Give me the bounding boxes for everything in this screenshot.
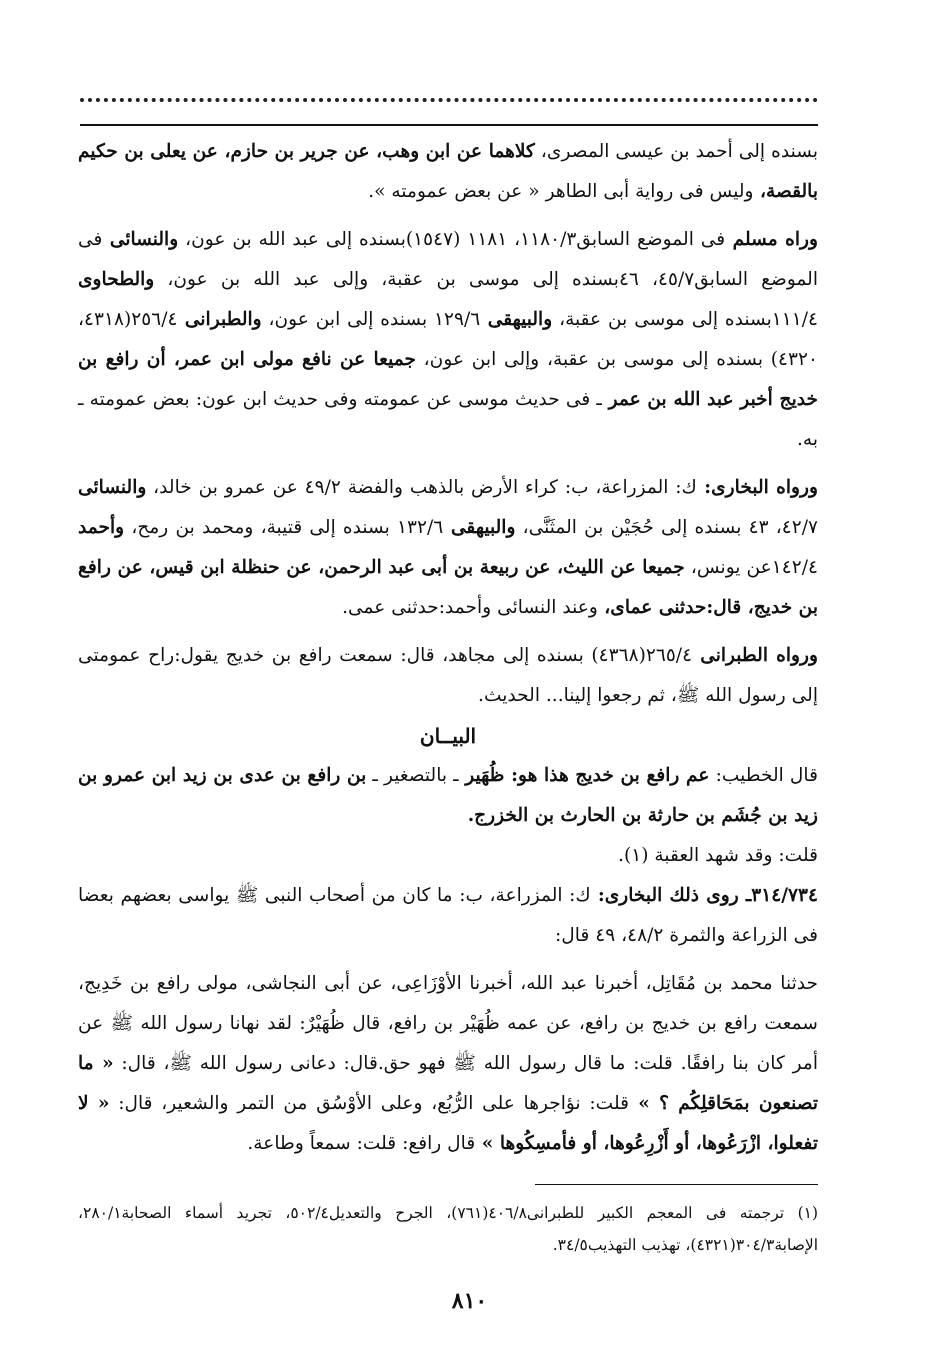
hadith-text [78,964,818,1164]
text-run: ١٤٢/٤عن يونس، [684,557,818,578]
text-run: والبيهقى [443,517,516,538]
text-run: ١٢٩/٦ بسنده إلى ابن عون، [261,309,481,330]
text-run: وراه مسلم [725,229,819,250]
paragraph-isnad-summary [78,132,818,212]
text-run: ٢٥٦/٤(٤٣١٨، ٤٣٢٠) بسنده إلى موسى بن عقبة، وإلى ابن عون، [78,309,818,370]
footnote-1: (١) ترجمته فى المعجم الكبير للطبرانى٤٠٦/٨(٧٦١)، الجرح والتعديل٥٠٢/٤، تجريد أسماء الصحابة٢٨٠/١، الإصابة٣٠٤/٣(٤٣٢١)، تهذيب التهذيب٣٤/٥. [78,1204,819,1254]
text-run: حدثنا محمد بن مُقَاتِل، أخبرنا عبد الله، أخبرنا الأوْزَاعِى، عن أبى النجاشى، مولى رافع بن خَدِيج، سمعت رافع بن خديج بن رافع، عن عمه ظُهَيْر بن رافع، قال ظُهَيْرٌ: لقد نهانا رسول الله ﷺ عن أمر كان بنا رافقًا. قلت: ما قال رسول الله ﷺ فهو حق.قال: دعانى رسول الله ﷺ، قال: [78,973,818,1074]
footnotes [78,1197,818,1261]
text-run: قال رافع: قلت: سمعاً وطاعة. [247,1133,476,1154]
text-run: قال الخطيب: [709,765,818,786]
text-run: « لا تفعلوا، ازْرَعُوها، أو أَزْرِعُوها، أو فأمسِكُوها » [78,1093,818,1154]
text-run: ٤٢/٧، ٤٣ بسنده إلى حُجَيْن بن المثَنَّى، [515,517,818,538]
text-run: ٢٦٥/٤(٤٣٦٨) بسنده إلى مجاهد، قال: سمعت رافع بن خديج يقول:راح عمومتى إلى رسول الله ﷺ، ثم رجعوا إلينا... الحديث. [78,645,818,706]
text-run: وليس فى رواية أبى الطاهر « عن بعض عمومته ». [368,181,754,202]
text-run: ـ فى حديث موسى عن عمومته وفى حديث ابن عون: بعض عمومته ـ به. [78,389,818,450]
text-run: بسنده إلى أحمد بن عيسى المصرى، [534,141,818,162]
paragraph-muslim-narration [78,220,818,460]
section-heading: البيــان [419,724,477,748]
text-run: جميعا عن الليث، عن ربيعة بن أبى عبد الرحمن، عن حنظلة ابن قيس، عن رافع بن خديج، قال:حدثنى عماى، [78,557,818,618]
text-run: جميعا عن نافع مولى ابن عمر، أن رافع بن خديج أخبر عبد الله بن عمر [78,349,818,410]
text-run: فى الموضع السابق١١٨٠/٣، ١١٨١ (١٥٤٧)بسنده إلى عبد الله بن عون، [178,229,726,250]
footnote-rule [535,1184,818,1185]
text-run: والنسائى [78,477,147,498]
text-run: بن رافع بن عدى بن زيد ابن عمرو بن زيد بن جُشَم بن حارثة بن الحارث بن الخزرج. [78,765,818,826]
text-run: والطبرانى [177,309,262,330]
text-run: ك: المزراعة، ب: كراء الأرض بالذهب والفضة ٤٩/٢ عن عمرو بن خالد، [146,477,697,498]
text-run: والبيهقى [480,309,553,330]
text-run: عم رافع بن خديج هذا هو: ظُهَير [458,765,710,786]
text-run: وعند النسائى وأحمد:حدثنى عمى. [342,597,598,618]
text-run: ورواه الطبرانى [692,645,818,666]
text-run: والطحاوى [78,269,155,290]
main-text [78,132,818,1164]
header-rule [80,124,818,126]
paragraph-tabarani-narration [78,636,818,716]
text-run: فى الموضع السابق٤٥/٧، ٤٦بسنده إلى موسى بن عقبة، وإلى عبد الله بن عون، [78,229,819,290]
text-run: قلت: نؤاجرها على الرُّبُع، وعلى الأوْسُق من التمر والشعير، قال: [109,1093,629,1114]
text-run: ك: المزراعة، ب: ما كان من أصحاب النبى ﷺ يواسى بعضهم بعضا فى الزراعة والثمرة ٤٨/٢، ٤٩ قال: [78,885,818,946]
text-run: ١١١/٤بسنده إلى موسى بن عقبة، [552,309,819,330]
page-number: ٨١٠ [451,1288,488,1314]
text-run: ورواه البخارى: [696,477,818,498]
hadith-header [78,876,818,956]
text-run: وأحمد [78,517,125,538]
paragraph-aqaba-note [78,836,818,876]
text-run: كلاهما عن ابن وهب، عن جرير بن حازم، عن يعلى بن حكيم بالقصة، [78,141,818,202]
hadith-number: ٣١٤/٧٣٤ـ روى ذلك البخارى: [590,885,818,906]
text-run: والنسائى [102,229,179,250]
text-run: قلت: وقد شهد العقبة (١). [618,845,818,866]
text-run: ـ بالتصغير ـ [366,765,459,786]
text-run: « ما تصنعون بمَحَاقلِكُم ؟ » [78,1053,818,1114]
paragraph-khatib-statement [78,756,818,836]
text-run: ١٣٢/٦ بسنده إلى قتيبة، ومحمد بن رمح، [124,517,444,538]
dotted-header-rule [80,98,818,102]
paragraph-bukhari-narration [78,468,818,628]
